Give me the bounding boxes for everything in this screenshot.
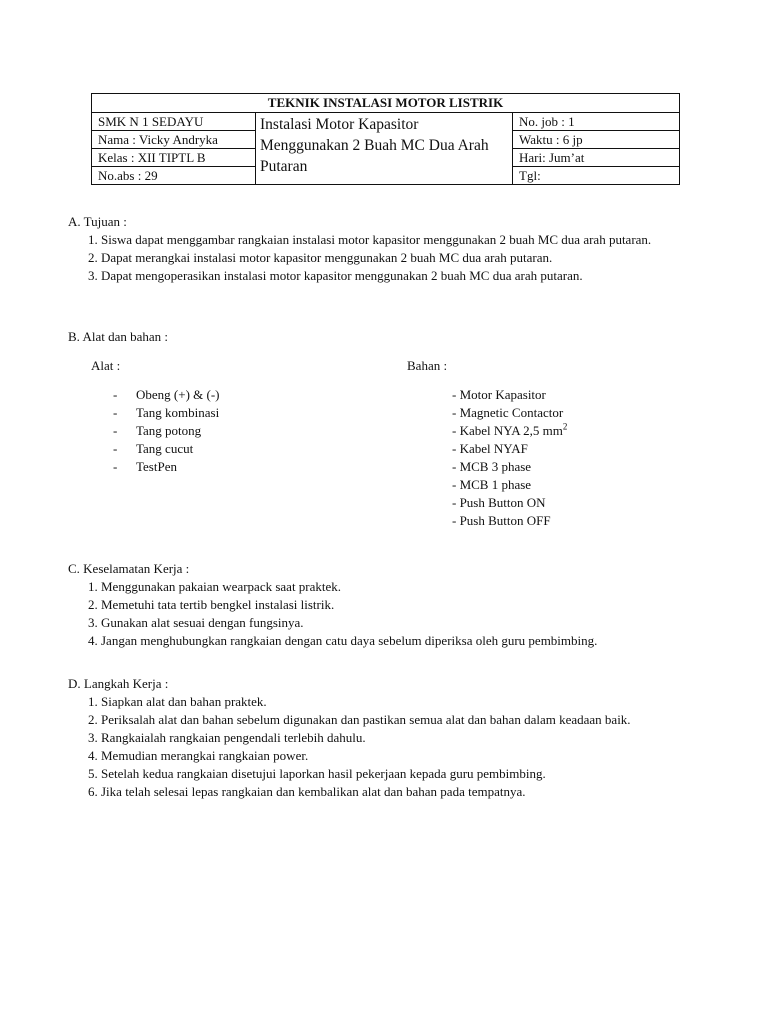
keselamatan-list <box>68 578 708 650</box>
list-item: - Tang cucut <box>113 441 194 456</box>
list-item: - TestPen <box>113 459 177 474</box>
section-tujuan-title: A. Tujuan : <box>68 214 127 229</box>
job-date-label: Tgl <box>519 167 538 183</box>
job-date-value: : <box>537 167 541 183</box>
list-item: - Tang potong <box>113 423 202 438</box>
job-header-table <box>91 93 680 185</box>
list-item: 6. Jika telah selesai lepas rangkaian dan kembalikan alat dan bahan pada tempatnya. <box>101 783 708 801</box>
list-item: 3. Gunakan alat sesuai dengan fungsinya. <box>101 614 708 632</box>
superscript: 2 <box>562 421 568 432</box>
list-item: - Push Button OFF <box>452 513 551 528</box>
section-langkah <box>68 675 708 801</box>
list-item: - MCB 3 phase <box>452 459 532 474</box>
list-item: 3. Dapat mengoperasikan instalasi motor kapasitor menggunakan 2 buah MC dua arah putaran. <box>101 267 708 285</box>
document-title: TEKNIK INSTALASI MOTOR LISTRIK <box>92 94 680 113</box>
list-item: 1. Siswa dapat menggambar rangkaian instalasi motor kapasitor menggunakan 2 buah MC dua arah putaran. <box>101 231 708 249</box>
langkah-list <box>68 693 708 801</box>
list-item: 2. Periksalah alat dan bahan sebelum digunakan dan pastikan semua alat dan bahan dalam keadaan baik. <box>101 711 708 729</box>
school-name: SMK N 1 SEDAYU <box>92 113 256 131</box>
section-keselamatan <box>68 560 708 650</box>
list-item: 4. Memudian merangkai rangkaian power. <box>101 747 708 765</box>
list-item: 5. Setelah kedua rangkaian disetujui laporkan hasil pekerjaan kepada guru pembimbing. <box>101 765 708 783</box>
job-day <box>513 149 680 167</box>
list-item: 1. Menggunakan pakaian wearpack saat praktek. <box>101 578 708 596</box>
list-item: 4. Jangan menghubungkan rangkaian dengan catu daya sebelum diperiksa oleh guru pembimbing. <box>101 632 708 650</box>
section-alat-bahan-title: B. Alat dan bahan : <box>68 329 169 344</box>
job-day-label: Hari <box>519 149 543 165</box>
list-item: 1. Siapkan alat dan bahan praktek. <box>101 693 708 711</box>
bahan-list <box>452 386 567 530</box>
job-time: Waktu : 6 jp <box>513 131 680 149</box>
job-day-value: : Jum’at <box>542 149 585 165</box>
section-alat-bahan <box>68 328 708 346</box>
student-number: No.abs : 29 <box>92 167 256 185</box>
student-name: Nama : Vicky Andryka <box>92 131 256 149</box>
student-class: Kelas : XII TIPTL B <box>92 149 256 167</box>
list-item: 2. Memetuhi tata tertib bengkel instalasi listrik. <box>101 596 708 614</box>
job-title: Instalasi Motor Kapasitor Menggunakan 2 Buah MC Dua Arah Putaran <box>256 113 513 185</box>
list-item: 2. Dapat merangkai instalasi motor kapasitor menggunakan 2 buah MC dua arah putaran. <box>101 249 708 267</box>
alat-list <box>113 386 220 476</box>
list-item: - Motor Kapasitor <box>452 387 546 402</box>
job-date <box>513 167 680 185</box>
list-item: - Push Button ON <box>452 495 546 510</box>
list-item: - MCB 1 phase <box>452 477 532 492</box>
section-keselamatan-title: C. Keselamatan Kerja : <box>68 561 190 576</box>
section-langkah-title: D. Langkah Kerja : <box>68 676 169 691</box>
list-item: - Kabel NYAF <box>452 441 528 456</box>
job-number: No. job : 1 <box>513 113 680 131</box>
list-item: - Tang kombinasi <box>113 405 220 420</box>
list-item: - Obeng (+) & (-) <box>113 387 220 402</box>
list-item: - Kabel NYA 2,5 $mm^2$ <box>452 421 568 438</box>
list-item: 3. Rangkaialah rangkaian pengendali terlebih dahulu. <box>101 729 708 747</box>
alat-title: Alat : <box>91 358 121 373</box>
section-tujuan <box>68 213 708 285</box>
list-item: - Magnetic Contactor <box>452 405 564 420</box>
tujuan-list <box>68 231 708 285</box>
bahan-title: Bahan : <box>407 358 448 373</box>
